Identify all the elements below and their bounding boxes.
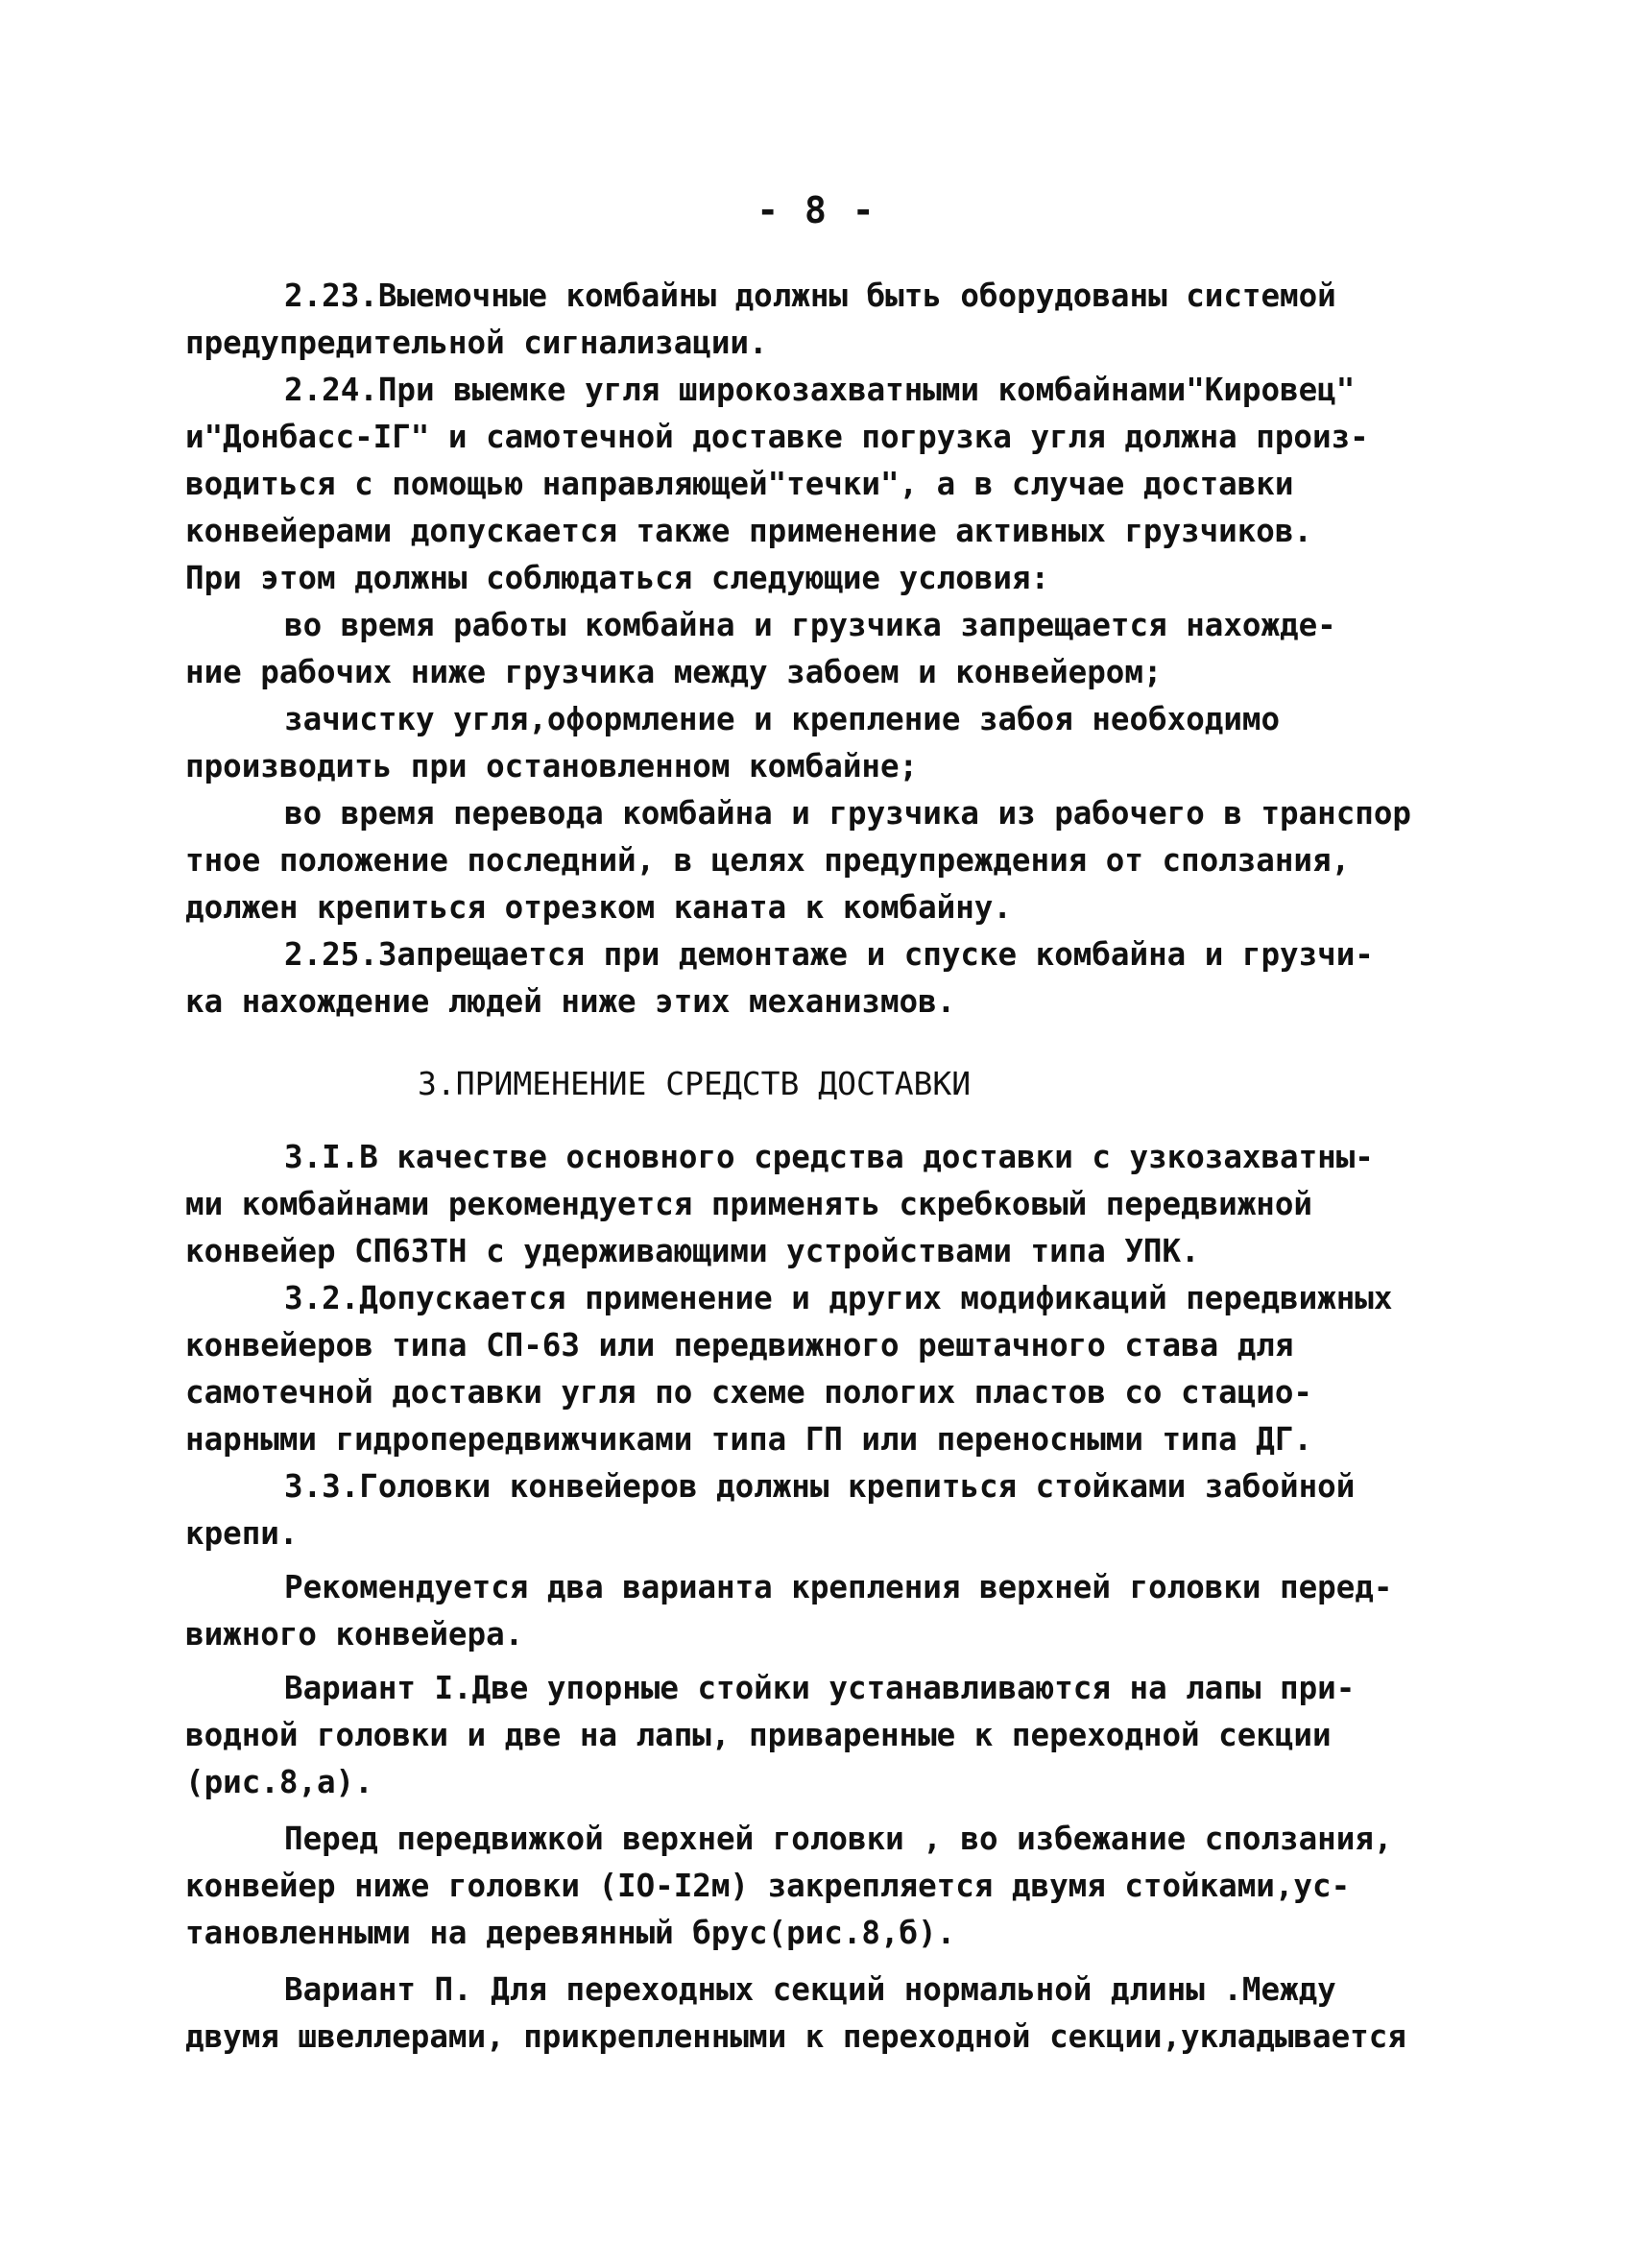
text-line: ка нахождение людей ниже этих механизмов.	[185, 983, 956, 1020]
page-number: - 8 -	[756, 189, 877, 231]
text-line: зачистку угля,оформление и крепление забоя необходимо	[284, 701, 1281, 737]
text-line: водной головки и две на лапы, приваренные к переходной секции	[185, 1717, 1332, 1753]
text-line: конвейерами допускается также применение активных грузчиков.	[185, 513, 1312, 549]
text-line: конвейер ниже головки (IO-I2м) закрепляется двумя стойками,ус-	[185, 1868, 1351, 1904]
text-line: тное положение последний, в целях предупреждения от сползания,	[185, 842, 1351, 879]
text-line: предупредительной сигнализации.	[185, 325, 768, 361]
text-line: крепи.	[185, 1515, 299, 1552]
text-line: Рекомендуется два варианта крепления верхней головки перед-	[284, 1569, 1393, 1605]
text-line: 2.24.При выемке угля широкозахватными комбайнами"Кировец"	[284, 372, 1356, 408]
text-line: нарными гидропередвижчиками типа ГП или переносными типа ДГ.	[185, 1421, 1312, 1458]
text-line: Перед передвижкой верхней головки , во избежание сползания,	[284, 1821, 1393, 1857]
text-line: тановленными на деревянный брус(рис.8,б).	[185, 1915, 956, 1951]
text-line: должен крепиться отрезком каната к комбайну.	[185, 889, 1012, 926]
text-line: во время работы комбайна и грузчика запрещается нахожде-	[284, 607, 1336, 643]
text-line: конвейеров типа СП-63 или передвижного рештачного става для	[185, 1327, 1294, 1363]
text-line: ми комбайнами рекомендуется применять скребковый передвижной	[185, 1186, 1312, 1222]
text-line: 3.I.В качестве основного средства доставки с узкозахватны-	[284, 1139, 1374, 1175]
text-line: ние рабочих ниже грузчика между забоем и конвейером;	[185, 654, 1163, 690]
text-line: При этом должны соблюдаться следующие условия:	[185, 560, 1050, 596]
section-heading: 3.ПРИМЕНЕНИЕ СРЕДСТВ ДОСТАВКИ	[418, 1065, 972, 1102]
text-line: конвейер СП63ТН с удерживающими устройствами типа УПК.	[185, 1233, 1200, 1269]
text-line: 3.3.Головки конвейеров должны крепиться стойками забойной	[284, 1468, 1356, 1505]
text-line: вижного конвейера.	[185, 1616, 524, 1653]
text-line: и"Донбасс-IГ" и самотечной доставке погрузка угля должна произ-	[185, 419, 1369, 455]
text-line: во время перевода комбайна и грузчика из рабочего в транспор	[284, 795, 1411, 832]
text-line: 2.25.Запрещается при демонтаже и спуске комбайна и грузчи-	[284, 936, 1374, 973]
text-line: двумя швеллерами, прикрепленными к переходной секции,укладывается	[185, 2018, 1406, 2055]
text-line: 2.23.Выемочные комбайны должны быть оборудованы системой	[284, 277, 1336, 314]
text-line: водиться с помощью направляющей"течки", а в случае доставки	[185, 466, 1294, 502]
text-line: 3.2.Допускается применение и других модификаций передвижных	[284, 1280, 1393, 1316]
text-line: производить при остановленном комбайне;	[185, 748, 919, 784]
text-line: самотечной доставки угля по схеме пологих пластов со стацио-	[185, 1374, 1312, 1411]
text-line: Вариант I.Две упорные стойки устанавливаются на лапы при-	[284, 1670, 1356, 1706]
text-line: Вариант П. Для переходных секций нормальной длины .Между	[284, 1971, 1336, 2008]
text-line: (рис.8,а).	[185, 1764, 373, 1800]
